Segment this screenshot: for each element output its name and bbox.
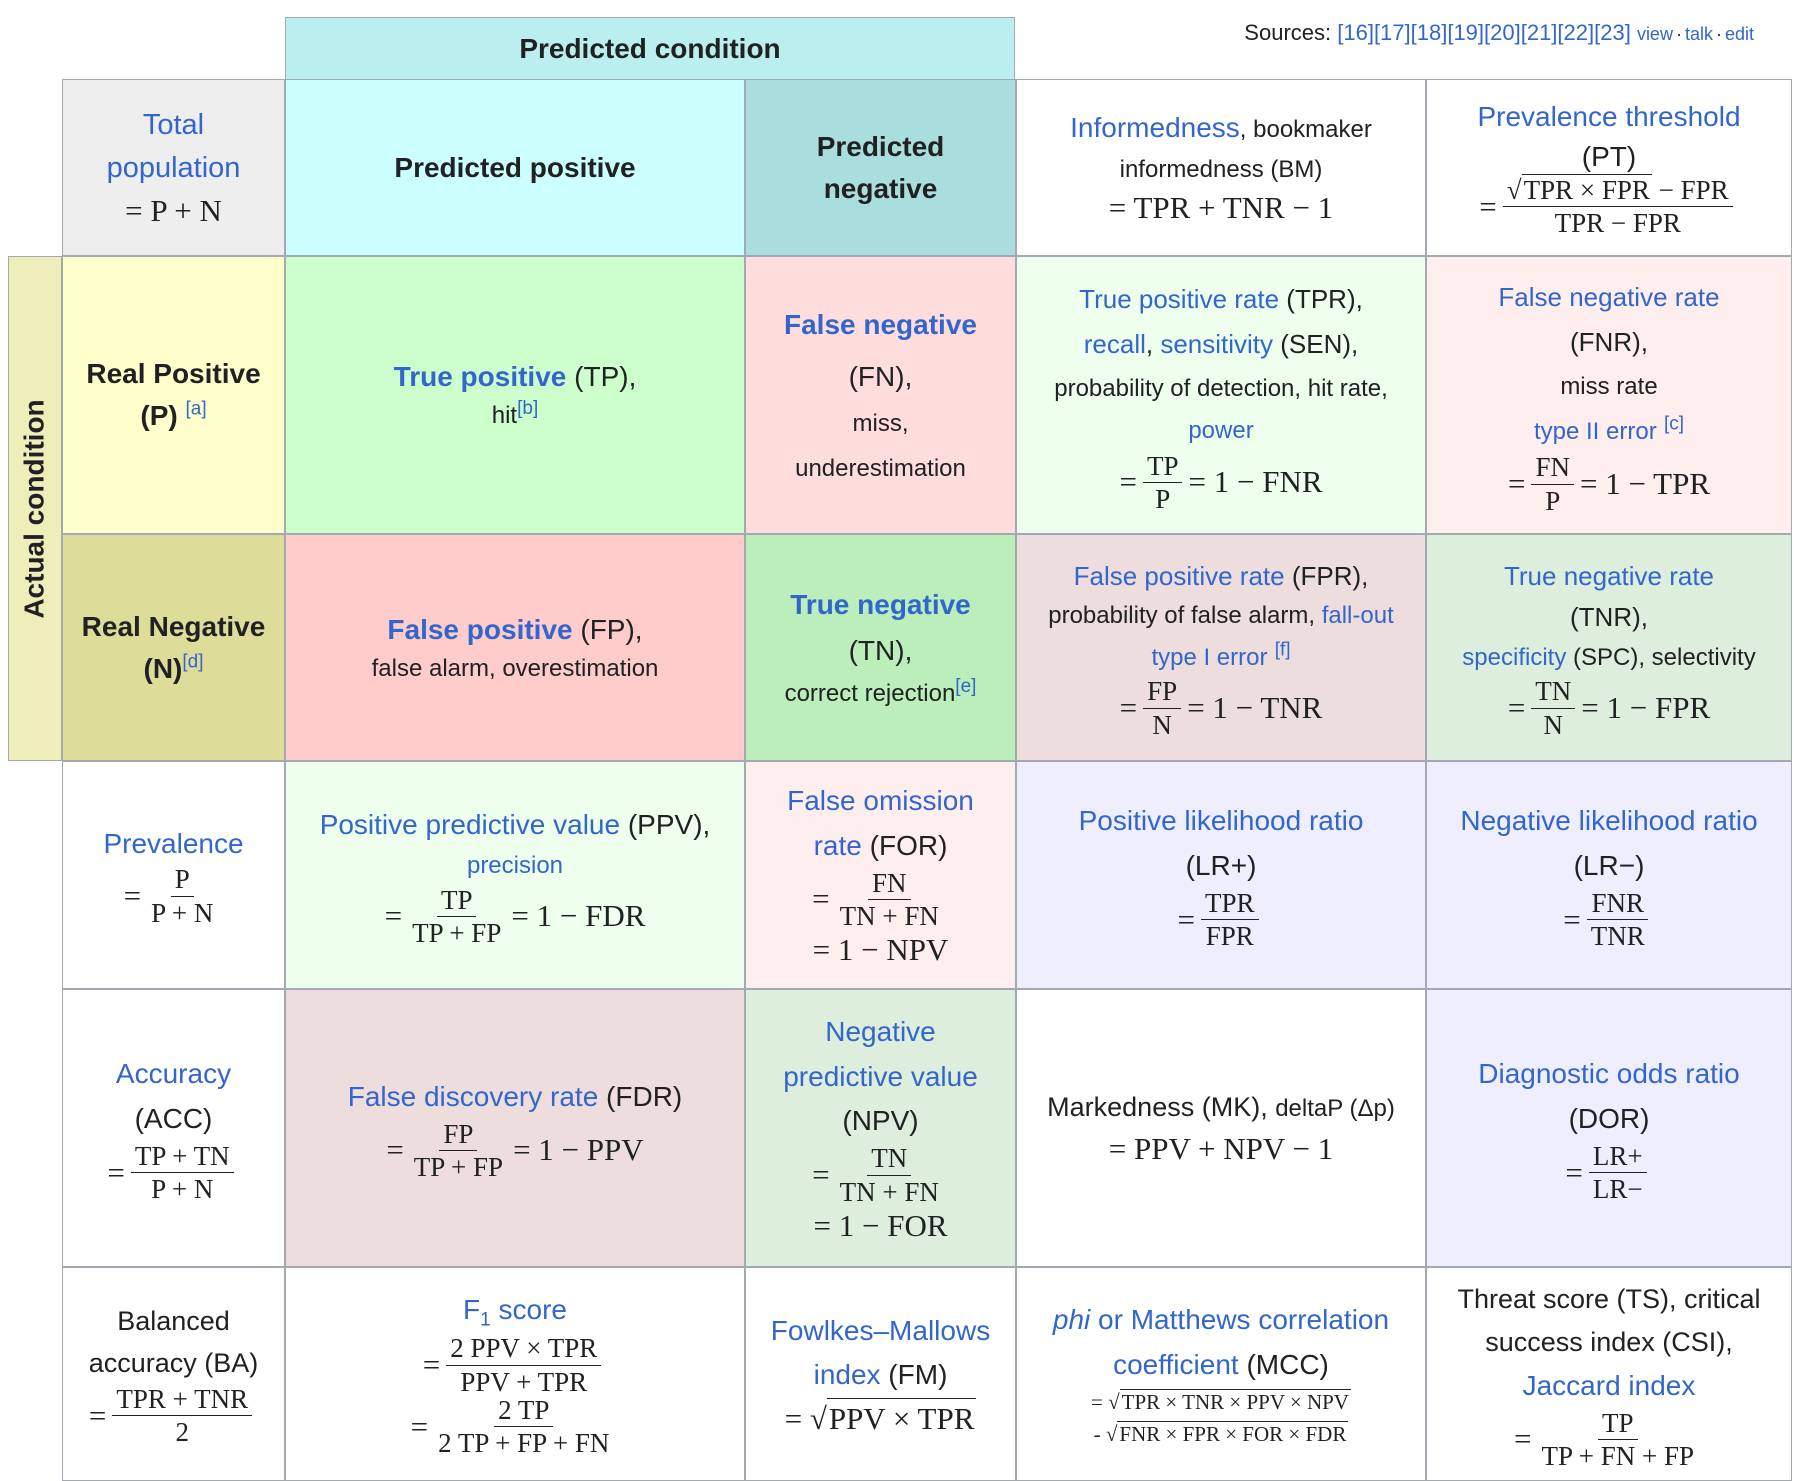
talk-link[interactable]: talk (1684, 24, 1713, 44)
note-c[interactable]: [c] (1663, 413, 1684, 435)
balanced-accuracy-cell: Balanced accuracy (BA) = $\frac{\text{TPR + TNR}}{2}$ (62, 1267, 285, 1481)
note-a[interactable]: [a] (185, 398, 207, 420)
accuracy-formula: = $\frac{TP + TN}{P + N}$ (107, 1142, 239, 1204)
tpr-cell: True positive rate (TPR), recall, sensitivity (SEN), probability of detection, hit rate, power = $\frac{TP}{P}$ = 1 − FNR (1016, 256, 1426, 534)
fm-formula: = √ PPV × TPR (785, 1398, 977, 1439)
fdr-cell: False discovery rate (FDR) = $\frac{FP}{TP + FP}$ = 1 − PPV (285, 989, 745, 1267)
npv-cell: Negative predictive value (NPV) = $\frac{TN}{TN + FN}$ = 1 − FOR (745, 989, 1016, 1267)
fowlkes-mallows-cell: Fowlkes–Mallows index (FM) = √ PPV × TPR (745, 1267, 1016, 1481)
fpr-formula: = $\frac{FP}{N}$ = 1 − TNR (1119, 676, 1323, 740)
false-positive-cell: False positive (FP), false alarm, overestimation (285, 534, 745, 761)
npv-formula: = $\frac{TN}{TN + FN}$ (812, 1143, 939, 1207)
f1-score-link[interactable]: $F_1$ score (463, 1294, 567, 1331)
lrp-formula: = $\frac{\text{TPR}}{\text{FPR}}$ (1177, 889, 1264, 951)
sensitivity-link[interactable]: sensitivity (1160, 329, 1274, 360)
informedness-cell: Informedness, bookmaker informedness (BM) = TPR + TNR − 1 (1016, 79, 1426, 256)
type1-error-link[interactable]: type I error (1151, 643, 1268, 671)
predicted-negative-cell: Predicted negative (745, 79, 1016, 256)
ppv-cell: Positive predictive value (PPV), precision = $\frac{TP}{TP + FP}$ = 1 − FDR (285, 761, 745, 989)
prevalence-formula: = $\frac{P}{P + N}$ (123, 864, 214, 928)
positive-likelihood-ratio-link[interactable]: Positive likelihood ratio (1078, 805, 1364, 837)
mcc-formula-1: = √TPR × TNR × PPV × NPV (1091, 1390, 1349, 1415)
predicted-positive-cell: Predicted positive (285, 79, 745, 256)
recall-link[interactable]: recall (1083, 329, 1146, 360)
false-omission-rate-cell: False omission rate (FOR) = $\frac{FN}{TN + FN}$ = 1 − NPV (745, 761, 1016, 989)
prevalence-threshold-link[interactable]: Prevalence threshold (1477, 101, 1741, 133)
dor-formula: = $\frac{LR+}{LR-}$ (1565, 1142, 1652, 1204)
tpr-formula: = $\frac{TP}{P}$ = 1 − FNR (1119, 450, 1323, 514)
total-population-link[interactable]: Total population (106, 108, 241, 185)
mcc-link-1[interactable]: or Matthews correlation (1090, 1303, 1390, 1335)
tnr-cell: True negative rate (TNR), specificity (SPC), selectivity = $\frac{TN}{N}$ = 1 − FPR (1426, 534, 1792, 761)
fnr-link[interactable]: False negative rate (1498, 281, 1720, 312)
lrn-formula: = $\frac{\text{FNR}}{\text{TNR}}$ (1563, 889, 1654, 951)
tnr-formula: = $\frac{TN}{N}$ = 1 − FPR (1507, 676, 1711, 740)
false-omission-rate-link-1[interactable]: False omission (787, 785, 974, 817)
note-f[interactable]: [f] (1274, 639, 1291, 661)
true-positive-link[interactable]: True positive (393, 361, 567, 392)
npv-link-2[interactable]: predictive value (783, 1060, 978, 1092)
ts-formula: = $\frac{TP}{TP + FN + FP}$ (1514, 1407, 1694, 1472)
f1-score-cell (285, 1267, 745, 1481)
dor-cell: Diagnostic odds ratio (DOR) = $\frac{LR+}{LR-}$ (1426, 989, 1792, 1267)
actual-condition-header: Actual condition (8, 256, 62, 761)
view-link[interactable]: view (1636, 24, 1673, 44)
npv-link-1[interactable]: Negative (825, 1015, 936, 1047)
real-negative-cell: Real Negative (N)[d] (62, 534, 285, 761)
prevalence-threshold-cell: Prevalence threshold (PT) = $\frac{\text{√TPR × FPR − FPR}}{\text{TPR − FPR}}$ (1426, 79, 1792, 256)
prevalence-cell (62, 761, 285, 989)
markedness-formula: = PPV + NPV − 1 (1108, 1131, 1334, 1167)
f1-formula-1: = $\frac{\text{2 PPV × TPR}}{\text{PPV + TPR}}$ (423, 1334, 608, 1396)
tpr-link[interactable]: True positive rate (1079, 283, 1280, 314)
pt-formula: = $\frac{\text{√TPR × FPR − FPR}}{\text{TPR − FPR}}$ (1479, 176, 1738, 238)
jaccard-index-link[interactable]: Jaccard index (1522, 1369, 1696, 1401)
mcc-link-2[interactable]: coefficient (1113, 1348, 1239, 1380)
note-d[interactable]: [d] (182, 651, 204, 673)
fall-out-link[interactable]: fall-out (1321, 602, 1394, 630)
informedness-formula: = TPR + TNR − 1 (1108, 189, 1334, 225)
mcc-formula-2: - √FNR × FPR × FOR × FDR (1093, 1421, 1347, 1446)
threat-score-cell: Threat score (TS), critical success index (CSI), Jaccard index = $\frac{TP}{TP + FN + FP}$ (1426, 1267, 1792, 1481)
true-positive-cell: True positive (TP), hit[b] (285, 256, 745, 534)
negative-likelihood-ratio-cell: Negative likelihood ratio (LR−) = $\frac{\text{FNR}}{\text{TNR}}$ (1426, 761, 1792, 989)
predicted-condition-header: Predicted condition (285, 17, 1015, 80)
prevalence-link[interactable]: Prevalence (103, 828, 244, 860)
fdr-link[interactable]: False discovery rate (347, 1080, 599, 1112)
power-link[interactable]: power (1188, 416, 1254, 444)
note-b[interactable]: [b] (517, 398, 539, 419)
npv-formula-rest: = 1 − FOR (813, 1207, 948, 1243)
false-positive-link[interactable]: False positive (387, 613, 573, 645)
fnr-formula: = $\frac{FN}{P}$ = 1 − TPR (1507, 452, 1710, 516)
false-negative-link[interactable]: False negative (784, 308, 977, 340)
sources-refs-link[interactable]: [16][17][18][19][20][21][22][23] (1337, 20, 1631, 45)
accuracy-link[interactable]: Accuracy (115, 1058, 232, 1090)
accuracy-cell: Accuracy (ACC) = $\frac{TP + TN}{P + N}$ (62, 989, 285, 1267)
false-negative-cell: False negative (FN), miss, underestimation (745, 256, 1016, 534)
tnr-link[interactable]: True negative rate (1503, 560, 1715, 591)
ppv-link[interactable]: Positive predictive value (319, 808, 621, 840)
note-e[interactable]: [e] (955, 675, 977, 697)
fpr-cell: False positive rate (FPR), probability of false alarm, fall-out type I error [f] = $\frac{FP}{N}$ = 1 − TNR (1016, 534, 1426, 761)
fowlkes-mallows-link-1[interactable]: Fowlkes–Mallows (770, 1314, 991, 1346)
total-population-formula: = P + N (125, 192, 222, 228)
dor-link[interactable]: Diagnostic odds ratio (1478, 1058, 1740, 1090)
sources-label: Sources: (1244, 20, 1332, 45)
ppv-formula: = $\frac{TP}{TP + FP}$ = 1 − FDR (384, 884, 646, 949)
sources-line: Sources: [16][17][18][19][20][21][22][23] view · talk · edit (1244, 20, 1754, 45)
fdr-formula: = $\frac{FP}{TP + FP}$ = 1 − PPV (386, 1118, 644, 1182)
f1-formula-2: = $\frac{2 TP}{2 TP + FP + FN}$ (410, 1395, 610, 1459)
ba-formula: = $\frac{\text{TPR + TNR}}{2}$ (89, 1385, 258, 1447)
positive-likelihood-ratio-cell: Positive likelihood ratio (LR+) = $\frac{\text{TPR}}{\text{FPR}}$ (1016, 761, 1426, 989)
true-negative-link[interactable]: True negative (790, 588, 971, 620)
type2-error-link[interactable]: type II error (1533, 417, 1657, 445)
real-positive-cell: Real Positive (P) [a] (62, 256, 285, 534)
markedness-cell: Markedness (MK), deltaP (Δp) = PPV + NPV − 1 (1016, 989, 1426, 1267)
mcc-cell: phi or Matthews correlation coefficient (MCC) = √TPR × TNR × PPV × NPV - √FNR × FPR × FOR × FDR (1016, 1267, 1426, 1481)
edit-link[interactable]: edit (1724, 24, 1754, 44)
true-negative-cell: True negative (TN), correct rejection[e] (745, 534, 1016, 761)
specificity-link[interactable]: specificity (1462, 644, 1567, 672)
negative-likelihood-ratio-link[interactable]: Negative likelihood ratio (1460, 805, 1758, 837)
false-omission-rate-link-2[interactable]: rate (813, 830, 862, 861)
precision-link[interactable]: precision (466, 852, 564, 880)
phi-link[interactable]: phi (1052, 1303, 1091, 1335)
for-formula-rest: = 1 − NPV (812, 932, 949, 968)
for-formula: = $\frac{FN}{TN + FN}$ (812, 867, 939, 932)
informedness-link[interactable]: Informedness (1070, 111, 1240, 143)
fnr-cell: False negative rate (FNR), miss rate type II error [c] = $\frac{FN}{P}$ = 1 − TPR (1426, 256, 1792, 534)
total-population-cell (62, 79, 285, 256)
fpr-link[interactable]: False positive rate (1073, 560, 1285, 591)
fowlkes-mallows-link-2[interactable]: index (813, 1359, 881, 1391)
